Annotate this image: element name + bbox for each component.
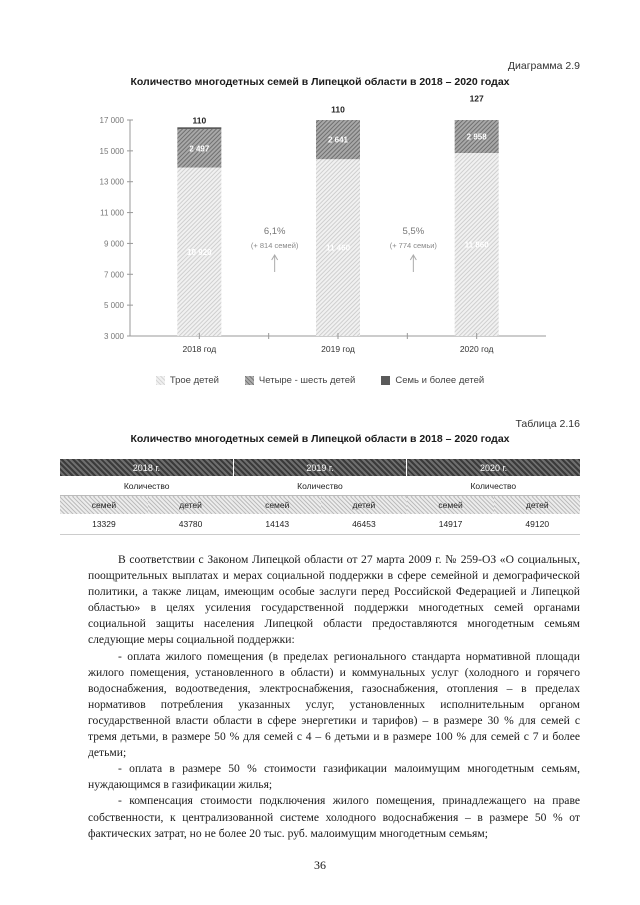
chart-legend	[0, 375, 640, 386]
bar-value-label: 2 497	[189, 144, 210, 154]
paragraph: - оплата жилого помещения (в пределах регионального стандарта нормативной площади жилого помещения, установленного в области) и коммунальных услуг (холодного и горячего водоснабжения, водоотведения, электроснабжения, газоснабжения, отопления – в пределах нормативов потребления указанных услуг, установленных исполнительным органом государственной власти области в сфере энергетики и тарифов) – в размере 30 % для семей с тремя детьми, в размере 50 % для семей с 4 – 6 детьми и в размере 100 % для семей с 7 и более детьми;	[88, 649, 580, 760]
bar-value-label: 2 641	[327, 135, 349, 145]
table-cell: 13329	[60, 514, 148, 535]
sub-header-children: детей	[148, 496, 233, 515]
bar-total-label: 127	[469, 93, 484, 104]
growth-percent-label: 6,1%	[263, 226, 286, 237]
families-table	[60, 459, 580, 535]
qty-header: Количество	[60, 476, 233, 496]
y-tick-label: 5 000	[103, 301, 124, 311]
x-tick-label: 2018 год	[182, 344, 217, 354]
table-title: Количество многодетных семей в Липецкой области в 2018 – 2020 годах	[130, 433, 510, 445]
table-cell: 49120	[494, 514, 580, 535]
bar-value-label: 2 958	[466, 132, 487, 142]
body-text	[88, 552, 580, 842]
sub-header-children: детей	[321, 496, 406, 515]
bar-value-label: 10 920	[187, 247, 212, 257]
bar-value-label: 11 860	[464, 240, 489, 250]
chart-title: Количество многодетных семей в Липецкой области в 2018 – 2020 годах	[130, 76, 510, 88]
paragraph: В соответствии с Законом Липецкой области от 27 марта 2009 г. № 259-ОЗ «О социальных, поощрительных выплатах и мерах социальной поддержки в сфере семейной и демографической политики, а также лицам, имеющим особые заслуги перед Российской Федерацией и Липецкой областью» в целях усиления государственной поддержки многодетных семей органами социальной защиты населения Липецкой области предоставляются многодетным семьям следующие меры социальной поддержки:	[88, 553, 580, 647]
bar-total-label: 110	[192, 115, 207, 126]
sub-header-families: семей	[60, 496, 148, 515]
legend-label: Семь и более детей	[395, 375, 485, 386]
legend-item-seven-plus-children	[381, 375, 484, 386]
page-number: 36	[314, 858, 326, 872]
qty-header: Количество	[233, 476, 406, 496]
legend-swatch	[245, 376, 254, 385]
paragraph: - оплата в размере 50 % стоимости газификации малоимущим многодетным семьям, нуждающимся в газификации жилья;	[88, 762, 580, 792]
bar-total-label: 110	[331, 104, 345, 115]
table-year-row	[60, 459, 580, 476]
stacked-bar-chart	[88, 93, 558, 372]
y-tick-label: 17 000	[99, 116, 124, 125]
table-caption: Таблица 2.16	[515, 418, 580, 430]
legend-item-four-six-children	[245, 375, 355, 386]
bar-value-label: 11 460	[325, 243, 351, 253]
paragraph: - компенсация стоимости подключения жилого помещения, принадлежащего на праве собственности, к централизованной системе холодного водоснабжения – в размере 50 % от фактических затрат, но не более 20 тыс. руб. малоимущим многодетным семьям;	[88, 794, 580, 840]
y-tick-label: 15 000	[99, 146, 124, 156]
x-tick-label: 2020 год	[459, 344, 494, 354]
legend-label: Трое детей	[169, 375, 219, 386]
chart-caption: Диаграмма 2.9	[507, 60, 580, 72]
year-header: 2019 г.	[233, 459, 406, 476]
sub-header-families: семей	[407, 496, 495, 515]
bar-segment	[177, 127, 221, 129]
growth-count-label: (+ 774 семьи)	[389, 241, 437, 250]
x-tick-label: 2019 год	[321, 344, 355, 354]
y-tick-label: 13 000	[99, 177, 124, 187]
growth-percent-label: 5,5%	[402, 226, 425, 237]
table-sub-row	[60, 496, 580, 515]
table-cell: 43780	[148, 514, 233, 535]
y-tick-label: 11 000	[100, 208, 124, 218]
table-cell: 14143	[233, 514, 321, 535]
y-tick-label: 3 000	[103, 332, 124, 341]
legend-swatch	[381, 376, 390, 385]
table-qty-row	[60, 476, 580, 496]
sub-header-families: семей	[233, 496, 321, 515]
table-cell: 14917	[407, 514, 495, 535]
y-tick-label: 7 000	[103, 270, 124, 280]
legend-label: Четыре - шесть детей	[258, 375, 356, 386]
y-tick-label: 9 000	[103, 239, 124, 249]
table-cell: 46453	[321, 514, 406, 535]
legend-swatch	[156, 376, 165, 385]
table-row	[60, 514, 580, 535]
legend-item-three-children	[156, 375, 219, 386]
qty-header: Количество	[407, 476, 580, 496]
sub-header-children: детей	[494, 496, 580, 515]
year-header: 2020 г.	[407, 459, 580, 476]
year-header: 2018 г.	[60, 459, 233, 476]
growth-count-label: (+ 814 семей)	[250, 241, 299, 250]
